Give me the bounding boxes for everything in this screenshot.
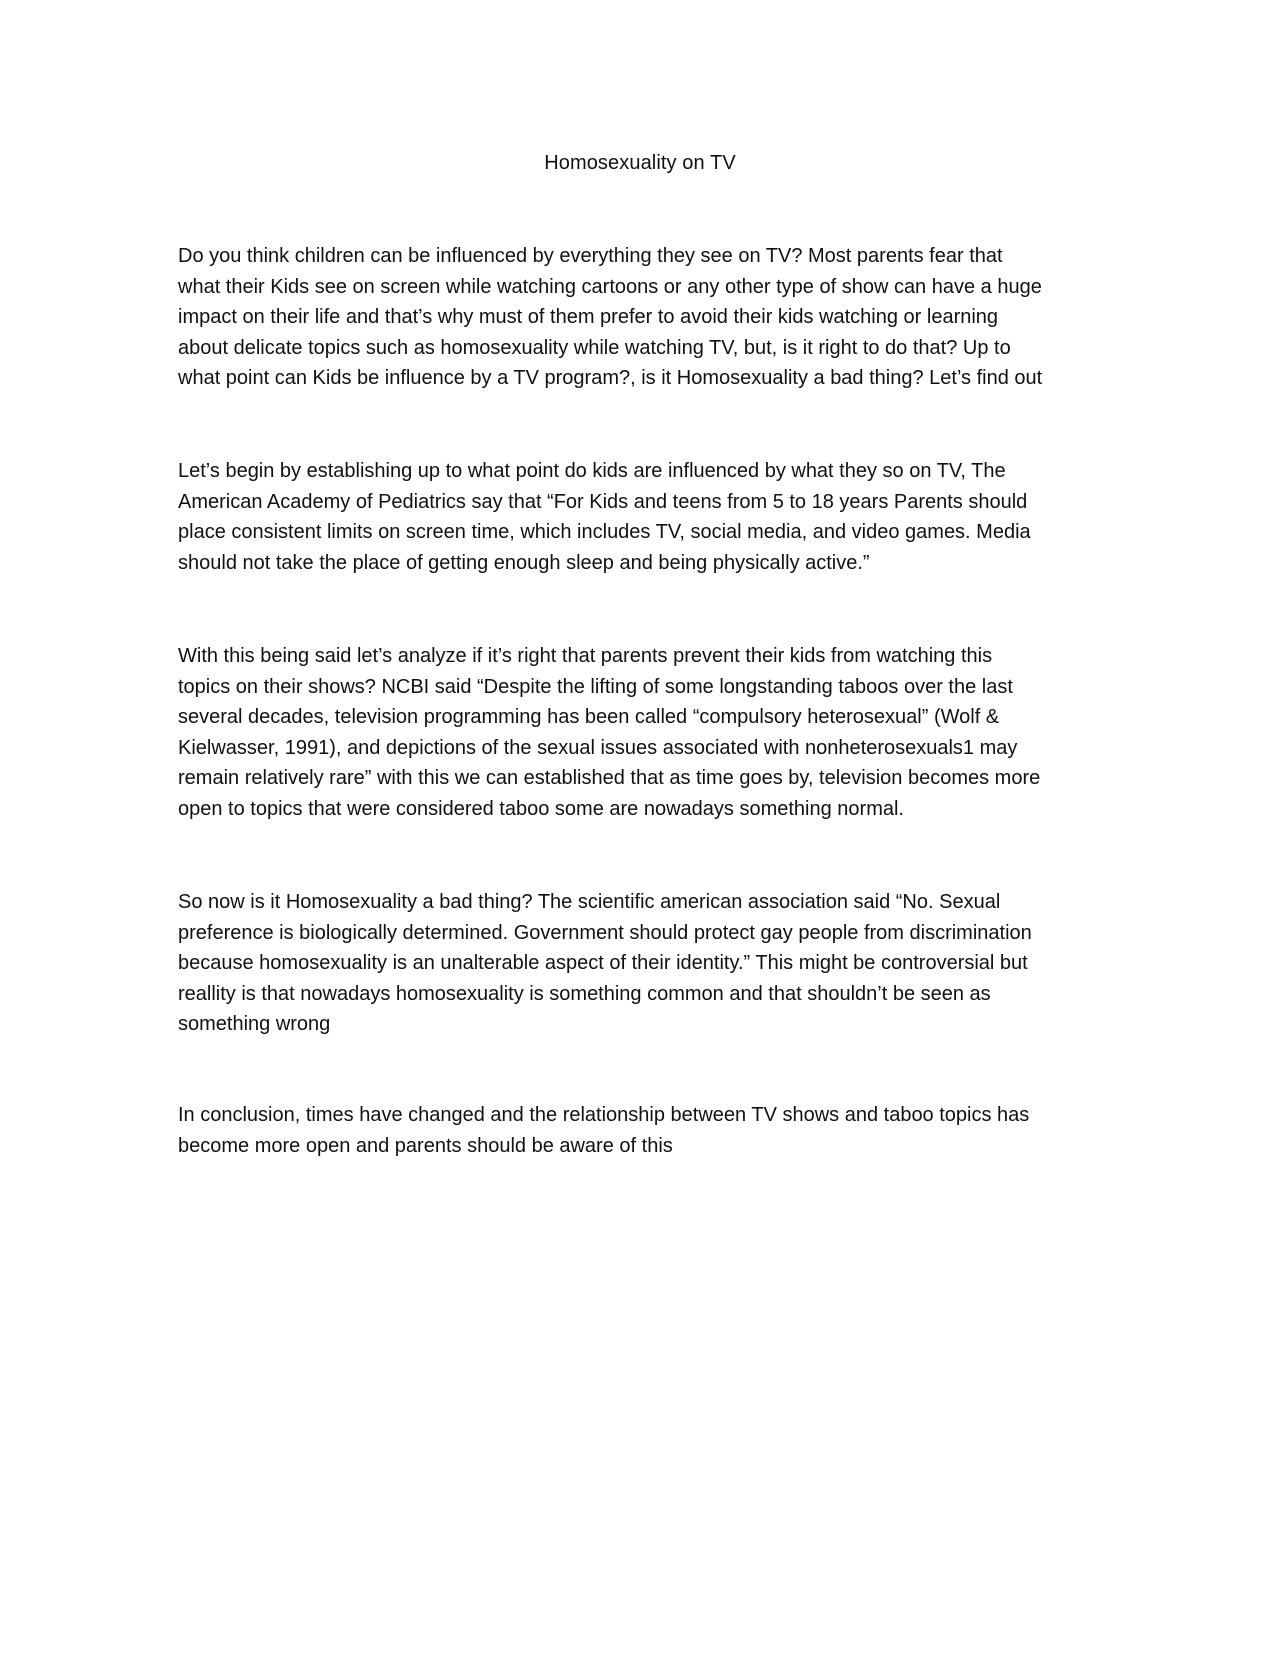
text-line: Do you think children can be influenced by everything they see on TV? Most parents fear that	[178, 245, 1003, 267]
document-title: Homosexuality on TV	[544, 152, 736, 174]
paragraph-intro	[178, 241, 1118, 394]
text-line: impact on their life and that’s why must of them prefer to avoid their kids watching or learning	[178, 306, 999, 328]
text-line: So now is it Homosexuality a bad thing? The scientific american association said “No. Sexual	[178, 891, 1001, 913]
text-line: remain relatively rare” with this we can established that as time goes by, television becomes more	[178, 767, 1041, 789]
paragraph-pediatrics	[178, 456, 1118, 578]
text-line: something wrong	[178, 1013, 331, 1035]
paragraph-ncbi	[178, 641, 1118, 824]
paragraph-conclusion	[178, 1100, 1118, 1161]
text-line: preference is biologically determined. Government should protect gay people from discrimination	[178, 921, 1032, 944]
text-line: become more open and parents should be aware of this	[178, 1134, 673, 1157]
text-line: because homosexuality is an unalterable aspect of their identity.” This might be controversial but	[178, 952, 1028, 974]
text-line: Kielwasser, 1991), and depictions of the sexual issues associated with nonheterosexuals1 may	[178, 736, 1018, 759]
text-line: open to topics that were considered taboo some are nowadays something normal.	[178, 797, 904, 820]
text-line: what their Kids see on screen while watching cartoons or any other type of show can have a huge	[178, 275, 1042, 298]
text-line: With this being said let’s analyze if it’s right that parents prevent their kids from watching this	[178, 645, 993, 667]
text-line: Let’s begin by establishing up to what point do kids are influenced by what they so on TV, The	[178, 460, 1006, 482]
text-line: place consistent limits on screen time, which includes TV, social media, and video games. Media	[178, 521, 1031, 543]
text-line: reallity is that nowadays homosexuality is something common and that shouldn’t be seen as	[178, 982, 991, 1005]
text-line: what point can Kids be influence by a TV program?, is it Homosexuality a bad thing? Let’s find out	[178, 367, 1043, 389]
text-line: American Academy of Pediatrics say that “For Kids and teens from 5 to 18 years Parents should	[178, 490, 1028, 513]
paragraph-scientific	[178, 887, 1118, 1040]
text-line: several decades, television programming has been called “compulsory heterosexual” (Wolf &	[178, 706, 1000, 728]
text-line: should not take the place of getting enough sleep and being physically active.”	[178, 551, 870, 574]
text-line: In conclusion, times have changed and the relationship between TV shows and taboo topics has	[178, 1104, 1030, 1126]
text-line: about delicate topics such as homosexuality while watching TV, but, is it right to do that? Up to	[178, 336, 1011, 359]
text-line: topics on their shows? NCBI said “Despite the lifting of some longstanding taboos over the last	[178, 675, 1013, 698]
